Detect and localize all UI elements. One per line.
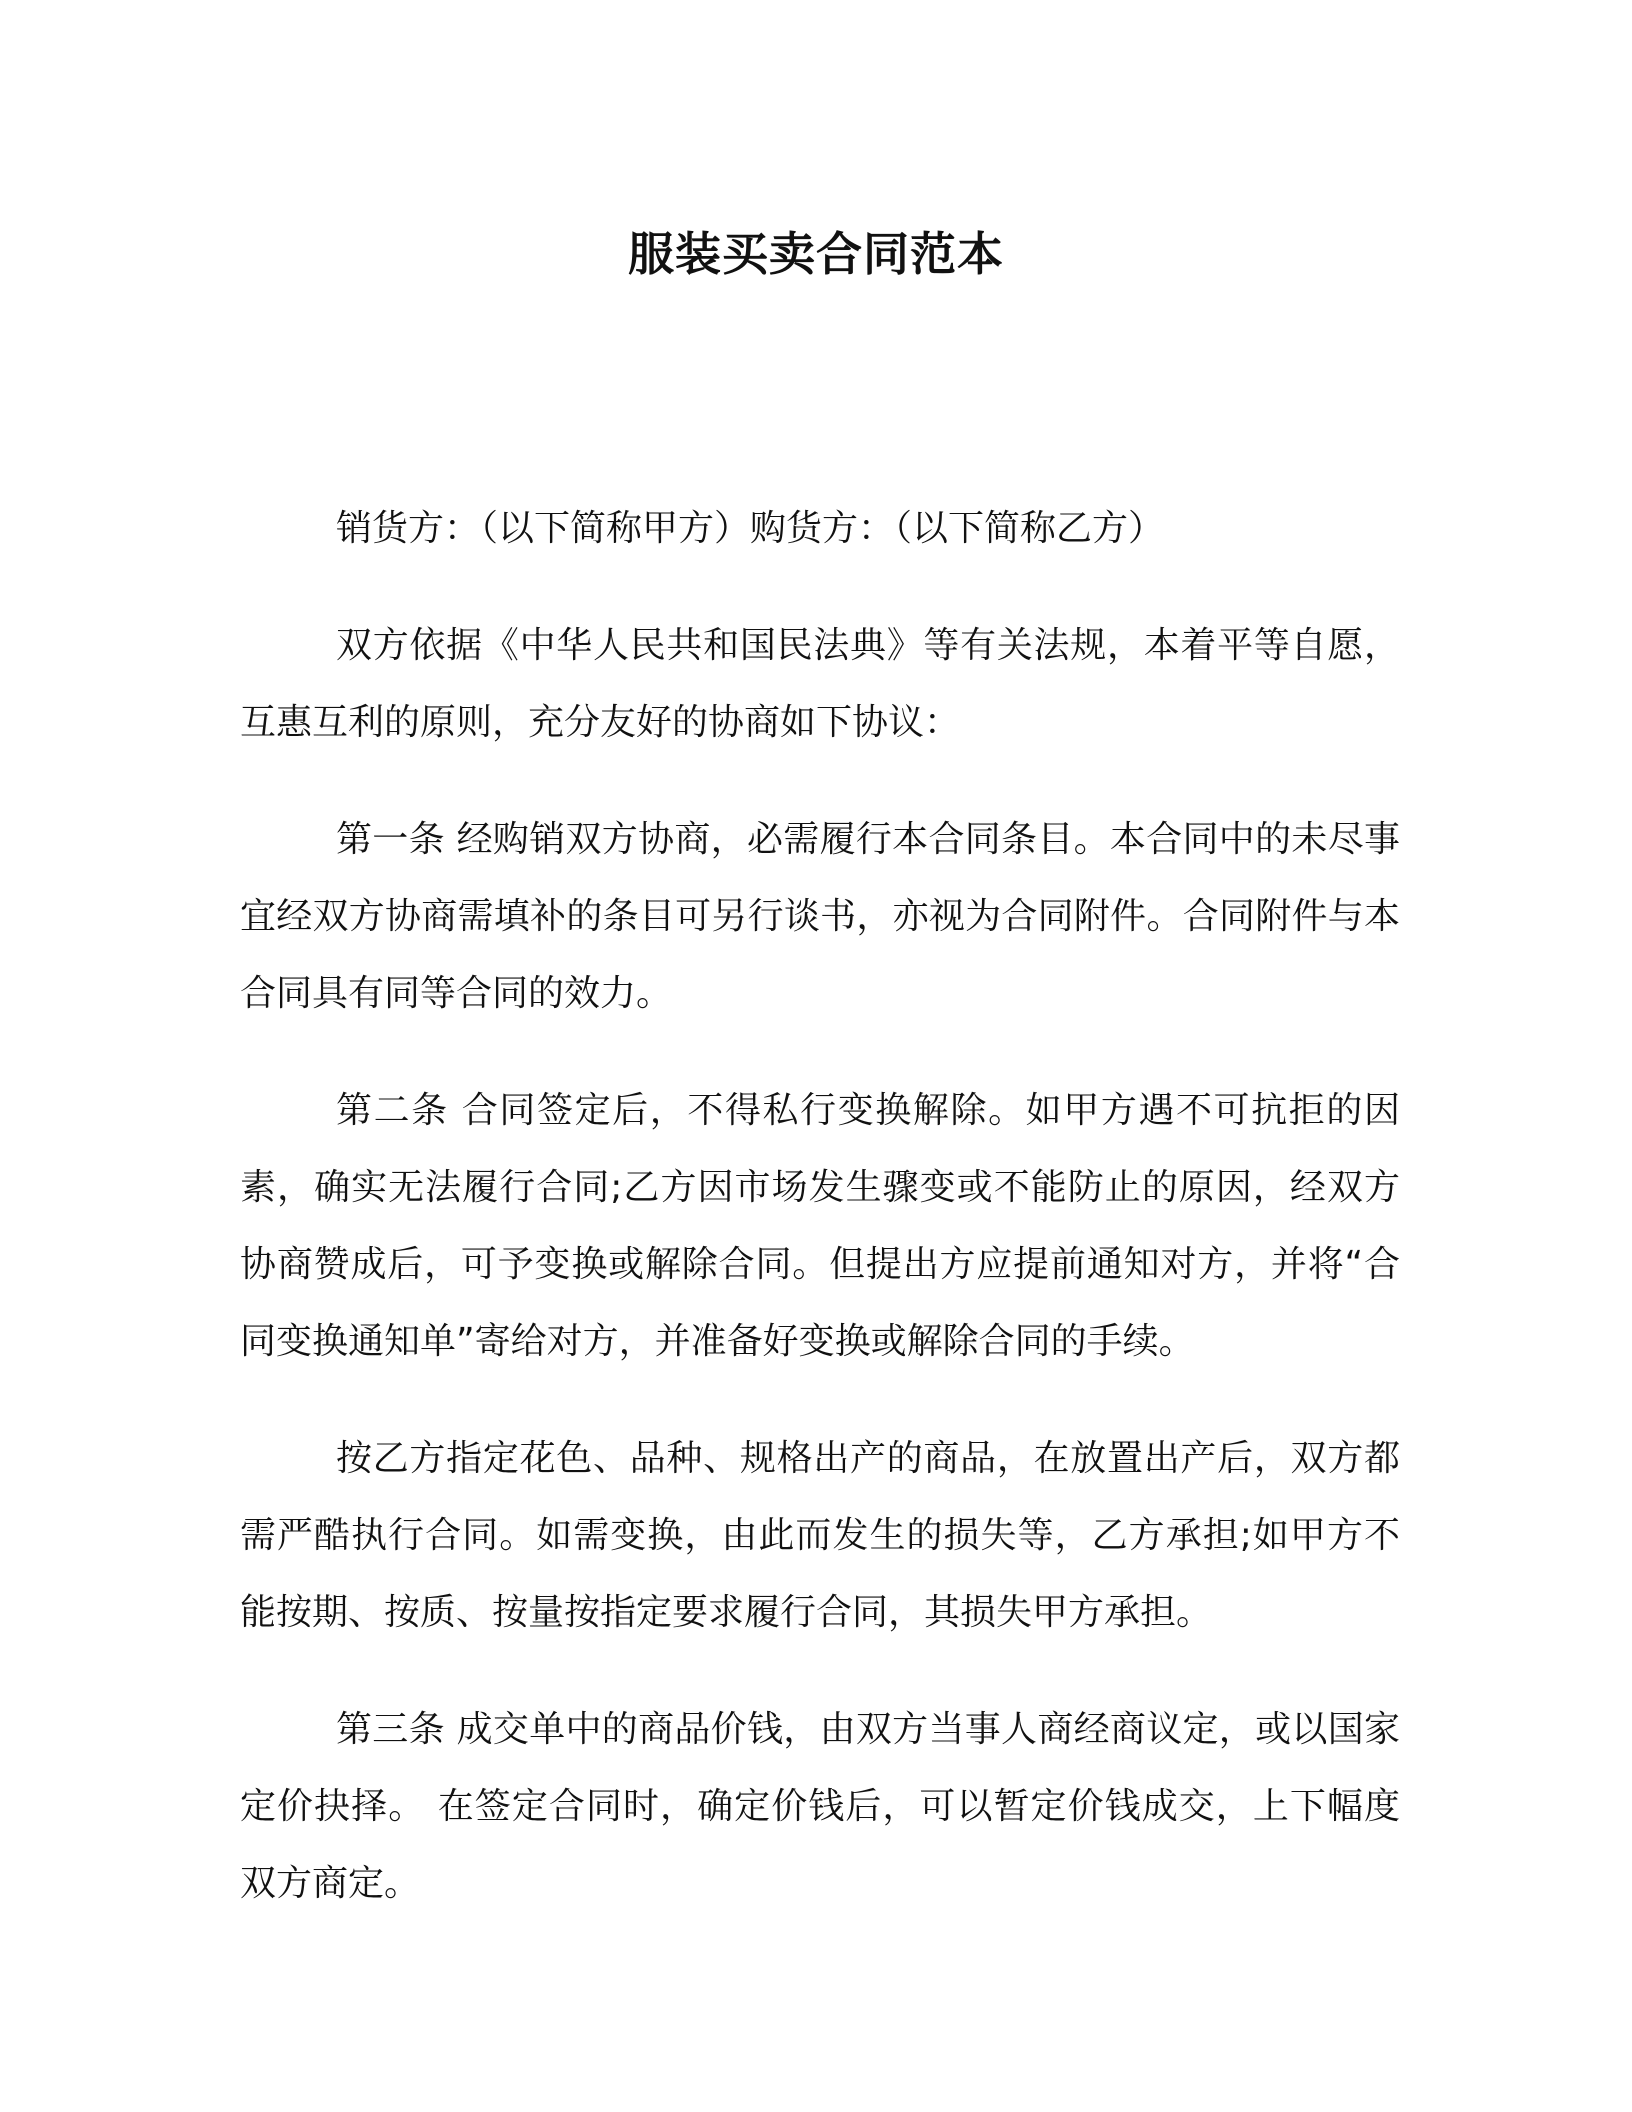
document-title: 服装买卖合同范本 bbox=[628, 227, 1004, 281]
article-1-paragraph: 第一条 经购销双方协商，必需履行本合同条目。本合同中的未尽事宜经双方协商需填补的条目可另行谈书，亦视为合同附件。合同附件与本合同具有同等合同的效力。 bbox=[240, 819, 1400, 1014]
article-3-paragraph: 第三条 成交单中的商品价钱，由双方当事人商经商议定，或以国家定价抉择。 在签定合同时，确定价钱后，可以暂定价钱成交，上下幅度双方商定。 bbox=[240, 1709, 1400, 1904]
article-2-paragraph: 第二条 合同签定后，不得私行变换解除。如甲方遇不可抗拒的因素，确实无法履行合同;乙方因市场发生骤变或不能防止的原因，经双方协商赞成后，可予变换或解除合同。但提出方应提前通知对方，并将“合同变换通知单”寄给对方，并准备好变换或解除合同的手续。 bbox=[240, 1090, 1400, 1362]
parties-paragraph: 销货方：（以下简称甲方）购货方：（以下简称乙方） bbox=[336, 508, 1165, 549]
preamble-paragraph: 双方依据《中华人民共和国民法典》等有关法规，本着平等自愿，互惠互利的原则，充分友好的协商如下协议： bbox=[240, 625, 1400, 743]
article-2-continued-paragraph: 按乙方指定花色、品种、规格出产的商品，在放置出产后，双方都需严酷执行合同。如需变换，由此而发生的损失等，乙方承担;如甲方不能按期、按质、按量按指定要求履行合同，其损失甲方承担。 bbox=[240, 1438, 1400, 1633]
document-body bbox=[240, 490, 1400, 1962]
